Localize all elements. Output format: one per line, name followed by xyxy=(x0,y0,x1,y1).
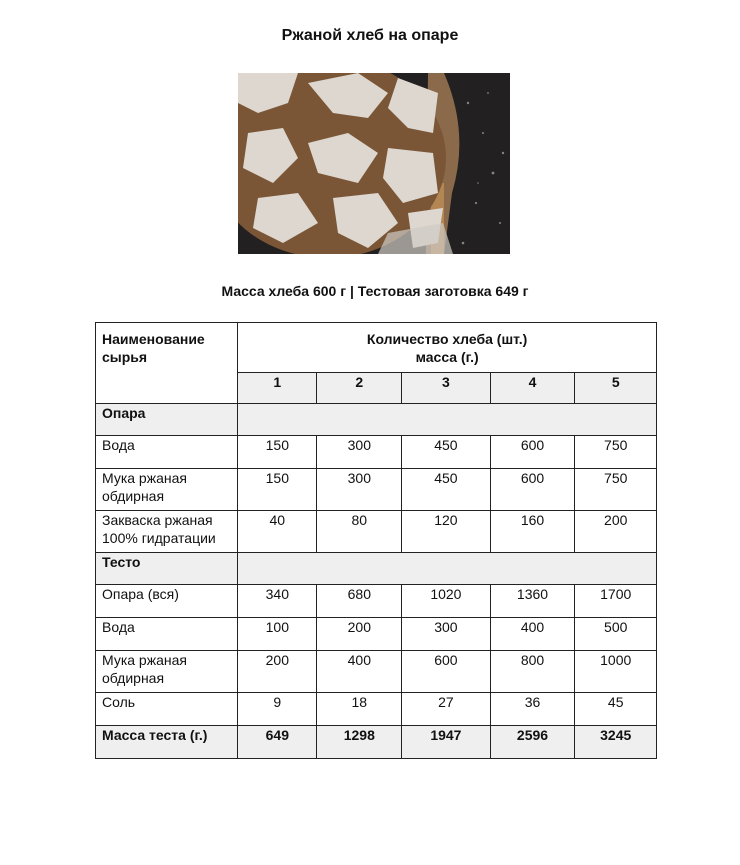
header-count: 3 xyxy=(402,373,490,404)
ingredient-name: Закваска ржаная 100% гидратации xyxy=(96,511,238,553)
value-cell: 45 xyxy=(575,693,657,726)
value-cell: 150 xyxy=(238,436,317,469)
value-cell: 200 xyxy=(575,511,657,553)
value-cell: 340 xyxy=(238,585,317,618)
value-cell: 80 xyxy=(317,511,402,553)
value-cell: 300 xyxy=(317,436,402,469)
value-cell: 600 xyxy=(490,469,575,511)
value-cell: 1020 xyxy=(402,585,490,618)
ingredient-name: Мука ржаная обдирная xyxy=(96,469,238,511)
total-value: 3245 xyxy=(575,726,657,759)
table-row xyxy=(96,618,657,651)
bread-image-illustration xyxy=(238,73,510,254)
document-subtitle: Масса хлеба 600 г | Тестовая заготовка 649 г xyxy=(221,283,529,299)
total-row xyxy=(96,726,657,759)
document-title: Ржаной хлеб на опаре xyxy=(281,27,459,44)
value-cell: 680 xyxy=(317,585,402,618)
value-cell: 300 xyxy=(317,469,402,511)
value-cell: 200 xyxy=(238,651,317,693)
total-value: 649 xyxy=(238,726,317,759)
value-cell: 120 xyxy=(402,511,490,553)
value-cell: 27 xyxy=(402,693,490,726)
value-cell: 160 xyxy=(490,511,575,553)
value-cell: 1000 xyxy=(575,651,657,693)
section-filler xyxy=(238,404,657,436)
total-value: 1298 xyxy=(317,726,402,759)
table-row xyxy=(96,651,657,693)
header-count: 1 xyxy=(238,373,317,404)
ingredient-name: Вода xyxy=(96,436,238,469)
rye-bread-photo xyxy=(238,73,510,254)
value-cell: 750 xyxy=(575,436,657,469)
value-cell: 1700 xyxy=(575,585,657,618)
value-cell: 450 xyxy=(402,469,490,511)
value-cell: 40 xyxy=(238,511,317,553)
value-cell: 36 xyxy=(490,693,575,726)
header-quantity xyxy=(238,323,657,373)
section-row-testo xyxy=(96,553,657,585)
section-title: Опара xyxy=(96,404,238,436)
value-cell: 150 xyxy=(238,469,317,511)
total-value: 2596 xyxy=(490,726,575,759)
total-value: 1947 xyxy=(402,726,490,759)
ingredient-name: Опара (вся) xyxy=(96,585,238,618)
table-row xyxy=(96,585,657,618)
header-count: 2 xyxy=(317,373,402,404)
value-cell: 18 xyxy=(317,693,402,726)
value-cell: 400 xyxy=(317,651,402,693)
section-title: Тесто xyxy=(96,553,238,585)
header-quantity-line2: масса (г.) xyxy=(415,349,479,365)
header-ingredient-name: Наименование сырья xyxy=(96,323,238,404)
section-filler xyxy=(238,553,657,585)
header-count: 5 xyxy=(575,373,657,404)
value-cell: 400 xyxy=(490,618,575,651)
value-cell: 600 xyxy=(402,651,490,693)
header-count: 4 xyxy=(490,373,575,404)
ingredient-name: Соль xyxy=(96,693,238,726)
value-cell: 600 xyxy=(490,436,575,469)
table-header-row xyxy=(96,323,657,373)
value-cell: 750 xyxy=(575,469,657,511)
recipe-table xyxy=(95,322,657,759)
ingredient-name: Мука ржаная обдирная xyxy=(96,651,238,693)
table-row xyxy=(96,469,657,511)
header-quantity-line1: Количество хлеба (шт.) xyxy=(366,331,528,347)
value-cell: 200 xyxy=(317,618,402,651)
value-cell: 450 xyxy=(402,436,490,469)
value-cell: 800 xyxy=(490,651,575,693)
total-label: Масса теста (г.) xyxy=(96,726,238,759)
table-row xyxy=(96,436,657,469)
table-row xyxy=(96,511,657,553)
value-cell: 300 xyxy=(402,618,490,651)
value-cell: 9 xyxy=(238,693,317,726)
section-row-opara xyxy=(96,404,657,436)
table-row xyxy=(96,693,657,726)
value-cell: 500 xyxy=(575,618,657,651)
value-cell: 100 xyxy=(238,618,317,651)
ingredient-name: Вода xyxy=(96,618,238,651)
value-cell: 1360 xyxy=(490,585,575,618)
